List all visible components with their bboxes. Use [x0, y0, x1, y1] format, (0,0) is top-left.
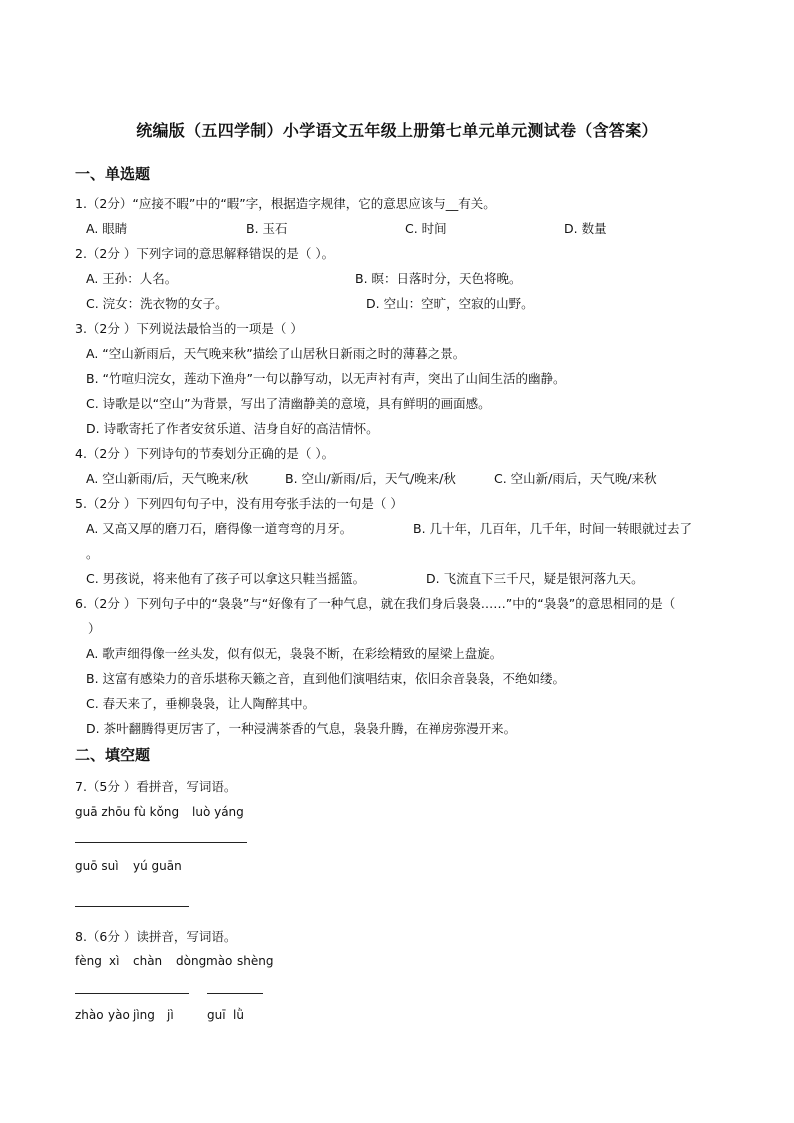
answer-blank[interactable] [131, 906, 189, 907]
question-8-pinyin-8: yào [108, 1008, 130, 1022]
question-5-option-b[interactable]: B. 几十年，几百年，几千年，时间一转眼就过去了 [413, 521, 693, 536]
section-heading-fill-in: 二、填空题 [75, 746, 151, 764]
question-6-option-a[interactable]: A. 歌声细得像一丝头发，似有似无，袅袅不断，在彩绘精致的屋梁上盘旋。 [86, 646, 503, 661]
question-2-option-d[interactable]: D. 空山：空旷，空寂的山野。 [366, 296, 534, 311]
question-3-option-a[interactable]: A. “空山新雨后，天气晚来秋”描绘了山居秋日新雨之时的薄暮之景。 [86, 346, 466, 361]
question-8-pinyin-12: lǜ [233, 1008, 244, 1022]
question-2-option-a[interactable]: A. 王孙：人名。 [86, 271, 178, 286]
question-3-option-b[interactable]: B. “竹喧归浣女，莲动下渔舟”一句以静写动，以无声衬有声，突出了山间生活的幽静。 [86, 371, 566, 386]
question-5-option-c[interactable]: C. 男孩说，将来他有了孩子可以拿这只鞋当摇篮。 [86, 571, 366, 586]
answer-blank[interactable] [75, 993, 131, 994]
question-6-option-c[interactable]: C. 春天来了，垂柳袅袅，让人陶醉其中。 [86, 696, 316, 711]
question-6-option-b[interactable]: B. 这富有感染力的音乐堪称天籁之音，直到他们演唱结束，依旧余音袅袅，不绝如缕。 [86, 671, 566, 686]
question-8-pinyin-3: chàn [133, 954, 163, 968]
question-3-stem: 3.（2分 ）下列说法最恰当的一项是（ ） [75, 321, 303, 336]
question-5-option-d[interactable]: D. 飞流直下三千尺，疑是银河落九天。 [426, 571, 644, 586]
question-7-stem: 7.（5分 ）看拼音，写词语。 [75, 779, 237, 794]
answer-blank[interactable] [131, 993, 189, 994]
question-6-option-d[interactable]: D. 茶叶翻腾得更厉害了，一种浸满茶香的气息，袅袅升腾，在禅房弥漫开来。 [86, 721, 517, 736]
question-3-option-c[interactable]: C. 诗歌是以“空山”为背景，写出了清幽静美的意境，具有鲜明的画面感。 [86, 396, 491, 411]
question-4-option-c[interactable]: C. 空山新/雨后，天气晚/来秋 [494, 471, 657, 486]
question-6-stem-tail: ） [88, 621, 101, 636]
question-1-option-c[interactable]: C. 时间 [405, 221, 447, 236]
question-7-pinyin-5: yú guān [133, 859, 182, 873]
question-7-pinyin-2: fù kǒng [134, 805, 180, 819]
question-8-pinyin-7: zhào [75, 1008, 104, 1022]
question-1-option-d[interactable]: D. 数量 [564, 221, 607, 236]
answer-blank[interactable] [207, 993, 263, 994]
question-1-option-b[interactable]: B. 玉石 [246, 221, 288, 236]
question-1-stem: 1.（2分）“应接不暇”中的“暇”字，根据造字规律，它的意思应该与__有关。 [75, 196, 496, 211]
page-title: 统编版（五四学制）小学语文五年级上册第七单元单元测试卷（含答案） [136, 121, 658, 140]
section-heading-single-choice: 一、单选题 [75, 165, 151, 183]
answer-blank[interactable] [131, 842, 189, 843]
question-5-option-b-tail: 。 [86, 546, 99, 561]
question-7-pinyin-3: luò yáng [192, 805, 244, 819]
answer-blank[interactable] [75, 842, 131, 843]
question-8-pinyin-9: jìng [133, 1008, 155, 1022]
question-7-pinyin-4: guō suì [75, 859, 119, 873]
question-8-pinyin-1: fèng [75, 954, 102, 968]
question-3-option-d[interactable]: D. 诗歌寄托了作者安贫乐道、洁身自好的高洁情怀。 [86, 421, 379, 436]
answer-blank[interactable] [75, 906, 131, 907]
question-8-pinyin-6: shèng [237, 954, 274, 968]
question-5-stem: 5.（2分 ）下列四句句子中，没有用夸张手法的一句是（ ） [75, 496, 403, 511]
question-8-pinyin-2: xì [109, 954, 120, 968]
question-2-option-b[interactable]: B. 暝：日落时分，天色将晚。 [355, 271, 522, 286]
answer-blank[interactable] [189, 842, 247, 843]
question-1-option-a[interactable]: A. 眼睛 [86, 221, 128, 236]
question-5-option-a[interactable]: A. 又高又厚的磨刀石，磨得像一道弯弯的月牙。 [86, 521, 353, 536]
question-2-option-c[interactable]: C. 浣女：洗衣物的女子。 [86, 296, 228, 311]
question-8-pinyin-4: dòng [176, 954, 207, 968]
question-4-option-b[interactable]: B. 空山/新雨/后，天气/晚来/秋 [285, 471, 456, 486]
question-7-pinyin-1: guā zhōu [75, 805, 131, 819]
question-8-pinyin-5: mào [206, 954, 233, 968]
question-8-pinyin-11: guī [207, 1008, 226, 1022]
question-4-option-a[interactable]: A. 空山新雨/后，天气晚来/秋 [86, 471, 249, 486]
question-8-stem: 8.（6分 ）读拼音，写词语。 [75, 929, 237, 944]
question-8-pinyin-10: jì [167, 1008, 174, 1022]
question-4-stem: 4.（2分 ）下列诗句的节奏划分正确的是（ ）。 [75, 446, 335, 461]
question-6-stem: 6.（2分 ）下列句子中的“袅袅”与“好像有了一种气息，就在我们身后袅袅……”中的“袅袅”的意思相同的是（ [75, 596, 676, 611]
question-2-stem: 2.（2分 ）下列字词的意思解释错误的是（ ）。 [75, 246, 335, 261]
